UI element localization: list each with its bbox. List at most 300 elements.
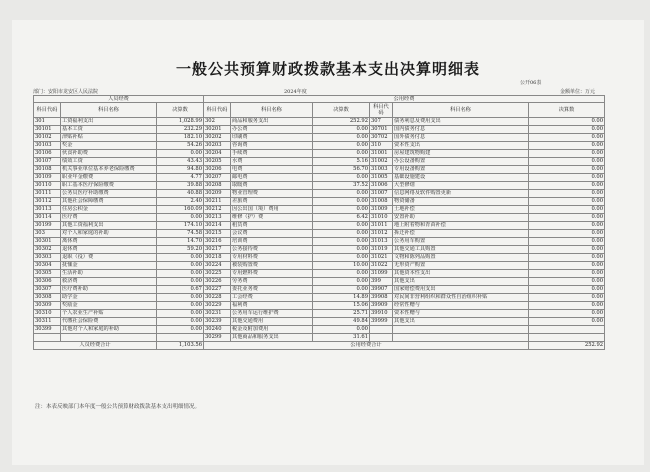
table-row (34, 294, 605, 302)
item-code: 30112 (34, 198, 61, 206)
item-name: 生活补助 (61, 270, 157, 278)
col-amount: 决算数 (529, 103, 605, 118)
item-name: 会议费 (231, 230, 313, 238)
item-name: 水费 (231, 158, 313, 166)
item-name: 工会经费 (231, 294, 313, 302)
personnel-header: 人员经费 (34, 96, 204, 103)
item-amount: 0.00 (529, 206, 605, 214)
item-amount (157, 334, 204, 342)
item-code: 31005 (370, 174, 393, 182)
item-name: 公务用车购置 (393, 238, 529, 246)
item-code: 31001 (370, 150, 393, 158)
item-code: 30302 (34, 246, 61, 254)
item-name: 其他社会保障缴费 (61, 198, 157, 206)
item-amount: 0.00 (529, 190, 605, 198)
col-amount: 决算数 (157, 103, 204, 118)
item-code: 30227 (204, 286, 231, 294)
item-amount: 31.61 (313, 334, 370, 342)
item-code: 30217 (204, 246, 231, 254)
item-amount: 0.00 (529, 150, 605, 158)
item-name (61, 334, 157, 342)
item-code: 30224 (204, 262, 231, 270)
item-amount: 37.52 (313, 182, 370, 190)
item-code: 31012 (370, 230, 393, 238)
item-amount: 25.71 (313, 310, 370, 318)
table-row (34, 254, 605, 262)
item-code: 30205 (204, 158, 231, 166)
table-row (34, 318, 605, 326)
item-code: 30212 (204, 206, 231, 214)
table-row (34, 246, 605, 254)
item-amount: 0.00 (313, 150, 370, 158)
item-name: 专用设备购置 (393, 166, 529, 174)
item-name: 医疗费 (61, 214, 157, 222)
item-name: 其他资本性支出 (393, 270, 529, 278)
fiscal-year: 2024年度 (284, 89, 307, 95)
item-amount: 0.00 (157, 310, 204, 318)
item-name: 安置补助 (393, 214, 529, 222)
item-amount: 0.00 (313, 254, 370, 262)
item-code: 39999 (370, 318, 393, 326)
item-name: 其他工资福利支出 (61, 222, 157, 230)
item-amount: 0.00 (313, 270, 370, 278)
item-code: 30226 (204, 278, 231, 286)
expenditure-table (33, 95, 605, 350)
col-name: 科目名称 (231, 103, 313, 118)
table-row (34, 334, 605, 342)
page-title: 一般公共预算财政拨款基本支出决算明细表 (175, 60, 480, 78)
item-code: 30216 (204, 238, 231, 246)
item-amount: 0.00 (157, 270, 204, 278)
item-name: 住房公积金 (61, 206, 157, 214)
item-code: 307 (370, 118, 393, 126)
item-amount: 0.00 (529, 182, 605, 190)
item-name: 物业管理费 (231, 190, 313, 198)
item-amount: 0.00 (529, 118, 605, 126)
item-amount: 0.00 (313, 246, 370, 254)
item-name: 经常性赠与 (393, 302, 529, 310)
item-name: 信息网络及软件购置更新 (393, 190, 529, 198)
item-code: 39907 (370, 286, 393, 294)
item-amount: 0.00 (313, 190, 370, 198)
form-number: 公开06表 (520, 80, 542, 86)
item-amount (529, 334, 605, 342)
item-amount: 0.00 (529, 238, 605, 246)
item-name: 专用燃料费 (231, 270, 313, 278)
item-amount: 0.00 (157, 302, 204, 310)
item-name: 公务用车运行维护费 (231, 310, 313, 318)
item-name: 差旅费 (231, 198, 313, 206)
table-row (34, 198, 605, 206)
item-amount: 0.00 (529, 318, 605, 326)
item-name: 因公出国（境）费用 (231, 206, 313, 214)
item-amount: 5.16 (313, 158, 370, 166)
item-amount: 0.00 (157, 254, 204, 262)
item-name (393, 334, 529, 342)
item-amount: 0.00 (529, 302, 605, 310)
item-amount: 0.00 (157, 150, 204, 158)
item-amount: 0.00 (529, 126, 605, 134)
table-row (34, 310, 605, 318)
item-code: 30305 (34, 270, 61, 278)
item-amount: 0.67 (157, 286, 204, 294)
item-amount: 6.42 (313, 214, 370, 222)
item-name: 无形资产购置 (393, 262, 529, 270)
item-code: 30228 (204, 294, 231, 302)
item-amount: 49.84 (313, 318, 370, 326)
personnel-total-value: 1,103.56 (157, 342, 204, 350)
item-name: 对民间非营利组织和群众性自治组织补贴 (393, 294, 529, 302)
item-amount: 0.00 (313, 206, 370, 214)
item-amount: 0.00 (529, 158, 605, 166)
item-name: 退职（役）费 (61, 254, 157, 262)
item-name: 专用材料费 (231, 254, 313, 262)
item-name: 公务员医疗补助缴费 (61, 190, 157, 198)
item-code: 30214 (204, 222, 231, 230)
item-code: 30109 (34, 174, 61, 182)
item-name: 奖励金 (61, 302, 157, 310)
item-code: 30209 (204, 190, 231, 198)
item-name: 电费 (231, 166, 313, 174)
item-amount: 0.00 (529, 222, 605, 230)
item-code: 30202 (204, 134, 231, 142)
item-amount: 40.88 (157, 190, 204, 198)
col-name: 科目名称 (393, 103, 529, 118)
item-code: 31099 (370, 270, 393, 278)
item-amount: 74.58 (157, 230, 204, 238)
item-code: 30203 (204, 142, 231, 150)
item-code: 30113 (34, 206, 61, 214)
item-code: 30211 (204, 198, 231, 206)
item-name: 伙食补助费 (61, 150, 157, 158)
item-code: 30101 (34, 126, 61, 134)
col-code: 科目代码 (34, 103, 61, 118)
item-code: 30399 (34, 326, 61, 334)
item-code: 30310 (34, 310, 61, 318)
item-name: 其他支出 (393, 278, 529, 286)
item-code: 301 (34, 118, 61, 126)
item-amount: 0.00 (313, 238, 370, 246)
currency-unit: 金额单位：万元 (560, 89, 596, 95)
item-code: 30108 (34, 166, 61, 174)
table-row (34, 270, 605, 278)
item-name (393, 326, 529, 334)
item-name: 基本工资 (61, 126, 157, 134)
item-name: 地上附着物和青苗补偿 (393, 222, 529, 230)
personnel-total-label: 人员经费合计 (34, 342, 157, 350)
item-name: 奖金 (61, 142, 157, 150)
item-code: 30303 (34, 254, 61, 262)
item-amount: 0.00 (529, 310, 605, 318)
item-code: 30301 (34, 238, 61, 246)
item-code: 30701 (370, 126, 393, 134)
item-code: 31002 (370, 158, 393, 166)
item-code: 31021 (370, 254, 393, 262)
item-name: 助学金 (61, 294, 157, 302)
item-code: 30208 (204, 182, 231, 190)
item-name: 救济费 (61, 278, 157, 286)
item-code: 31007 (370, 190, 393, 198)
item-name: 债务利息及费用支出 (393, 118, 529, 126)
item-code: 31013 (370, 238, 393, 246)
item-amount: 232.29 (157, 126, 204, 134)
table-row (34, 150, 605, 158)
public-total-label: 公用经费合计 (204, 342, 529, 350)
item-code: 31019 (370, 246, 393, 254)
item-code: 30308 (34, 294, 61, 302)
item-amount: 0.00 (529, 198, 605, 206)
table-row (34, 214, 605, 222)
item-amount: 59.20 (157, 246, 204, 254)
table-row (34, 302, 605, 310)
item-code: 30309 (34, 302, 61, 310)
item-code: 30204 (204, 150, 231, 158)
table-row (34, 238, 605, 246)
item-code (34, 334, 61, 342)
item-amount: 182.10 (157, 134, 204, 142)
item-code: 302 (204, 118, 231, 126)
item-code: 31008 (370, 198, 393, 206)
item-name: 房屋建筑物购建 (393, 150, 529, 158)
item-name: 商品和服务支出 (231, 118, 313, 126)
item-code: 30111 (34, 190, 61, 198)
item-amount: 15.06 (313, 302, 370, 310)
item-code: 30218 (204, 254, 231, 262)
item-name: 离休费 (61, 238, 157, 246)
item-amount: 0.00 (529, 262, 605, 270)
item-amount: 0.00 (529, 174, 605, 182)
item-code: 30304 (34, 262, 61, 270)
item-amount: 14.70 (157, 238, 204, 246)
item-code: 30306 (34, 278, 61, 286)
item-amount: 0.00 (313, 134, 370, 142)
item-amount: 43.43 (157, 158, 204, 166)
item-amount: 14.89 (313, 294, 370, 302)
item-code: 30114 (34, 214, 61, 222)
item-name: 税金及附加费用 (231, 326, 313, 334)
item-code: 30702 (370, 134, 393, 142)
col-name: 科目名称 (61, 103, 157, 118)
table-row (34, 134, 605, 142)
item-name: 对个人和家庭的补助 (61, 230, 157, 238)
item-code: 31009 (370, 206, 393, 214)
table-row (34, 174, 605, 182)
table-row (34, 326, 605, 334)
item-amount: 0.00 (529, 286, 605, 294)
item-amount: 0.00 (529, 246, 605, 254)
item-code: 30106 (34, 150, 61, 158)
item-name: 被装购置费 (231, 262, 313, 270)
item-amount: 1,028.99 (157, 118, 204, 126)
item-code: 30199 (34, 222, 61, 230)
item-name: 国外债务付息 (393, 134, 529, 142)
table-row (34, 166, 605, 174)
item-name: 邮电费 (231, 174, 313, 182)
item-code: 30239 (204, 318, 231, 326)
item-name: 国内债务付息 (393, 126, 529, 134)
item-code: 30110 (34, 182, 61, 190)
item-name: 其他支出 (393, 318, 529, 326)
item-code (370, 326, 393, 334)
item-amount: 0.00 (529, 230, 605, 238)
item-code: 30206 (204, 166, 231, 174)
item-code: 30201 (204, 126, 231, 134)
item-name: 基础设施建设 (393, 174, 529, 182)
table-row (34, 126, 605, 134)
item-amount: 0.00 (157, 294, 204, 302)
item-amount: 0.00 (313, 326, 370, 334)
item-name: 资本性赠与 (393, 310, 529, 318)
item-name: 医疗费补助 (61, 286, 157, 294)
table-row (34, 206, 605, 214)
item-name: 土地补偿 (393, 206, 529, 214)
item-name: 办公费 (231, 126, 313, 134)
item-code: 30215 (204, 230, 231, 238)
item-amount: 94.80 (157, 166, 204, 174)
item-amount: 0.00 (529, 166, 605, 174)
item-code: 31011 (370, 222, 393, 230)
item-name: 退休费 (61, 246, 157, 254)
item-amount: 0.00 (313, 126, 370, 134)
item-amount: 0.00 (157, 318, 204, 326)
item-name: 其他交通费用 (231, 318, 313, 326)
item-name: 其他商品和服务支出 (231, 334, 313, 342)
item-amount: 54.26 (157, 142, 204, 150)
item-code: 303 (34, 230, 61, 238)
item-amount: 2.40 (157, 198, 204, 206)
item-amount: 174.10 (157, 222, 204, 230)
item-code: 30311 (34, 318, 61, 326)
item-amount: 39.88 (157, 182, 204, 190)
item-name: 津贴补贴 (61, 134, 157, 142)
item-code: 31006 (370, 182, 393, 190)
col-code: 科目代码 (370, 103, 393, 118)
item-name: 文物和陈列品购置 (393, 254, 529, 262)
item-code (370, 334, 393, 342)
item-name: 维修（护）费 (231, 214, 313, 222)
item-name: 机关事业单位基本养老保险缴费 (61, 166, 157, 174)
item-amount: 0.00 (313, 278, 370, 286)
department-label: 部门：安阳市龙安区人民法院 (33, 89, 99, 95)
item-code: 30102 (34, 134, 61, 142)
item-amount: 0.00 (529, 278, 605, 286)
table-row (34, 158, 605, 166)
item-code: 30307 (34, 286, 61, 294)
item-name: 大型修缮 (393, 182, 529, 190)
item-name: 职业年金缴费 (61, 174, 157, 182)
item-amount: 0.00 (313, 286, 370, 294)
item-code: 30107 (34, 158, 61, 166)
item-code: 399 (370, 278, 393, 286)
item-amount: 0.00 (313, 222, 370, 230)
item-code: 30213 (204, 214, 231, 222)
item-amount: 0.00 (529, 214, 605, 222)
item-amount: 0.00 (157, 214, 204, 222)
item-name: 物资储备 (393, 198, 529, 206)
item-amount: 0.00 (157, 278, 204, 286)
item-code: 310 (370, 142, 393, 150)
public-header: 公用经费 (204, 96, 605, 103)
col-code: 科目代码 (204, 103, 231, 118)
item-name: 办公设备购置 (393, 158, 529, 166)
item-amount: 0.00 (529, 142, 605, 150)
item-code: 39910 (370, 310, 393, 318)
table-row (34, 182, 605, 190)
item-amount: 56.70 (313, 166, 370, 174)
item-name: 职工基本医疗保险缴费 (61, 182, 157, 190)
item-amount: 0.00 (529, 254, 605, 262)
table-row (34, 142, 605, 150)
item-name: 绩效工资 (61, 158, 157, 166)
item-code: 30225 (204, 270, 231, 278)
item-code: 30103 (34, 142, 61, 150)
footnote: 注：本表反映部门本年度一般公共预算财政拨款基本支出明细情况。 (35, 404, 201, 410)
table-row (34, 278, 605, 286)
item-name: 培训费 (231, 238, 313, 246)
item-amount (529, 326, 605, 334)
item-code: 31010 (370, 214, 393, 222)
item-amount: 0.00 (313, 142, 370, 150)
item-code: 30229 (204, 302, 231, 310)
item-amount: 0.00 (157, 262, 204, 270)
table-row (34, 286, 605, 294)
item-name: 资本性支出 (393, 142, 529, 150)
item-code: 30207 (204, 174, 231, 182)
item-code: 39909 (370, 302, 393, 310)
table-row (34, 190, 605, 198)
item-amount: 0.00 (529, 270, 605, 278)
item-amount: 4.77 (157, 174, 204, 182)
item-name: 委托业务费 (231, 286, 313, 294)
item-code: 30231 (204, 310, 231, 318)
item-amount: 0.00 (313, 230, 370, 238)
table-row (34, 230, 605, 238)
item-name: 个人农业生产补贴 (61, 310, 157, 318)
item-code: 31022 (370, 262, 393, 270)
item-amount: 10.00 (313, 262, 370, 270)
table-row (34, 222, 605, 230)
item-code: 39908 (370, 294, 393, 302)
col-amount: 决算数 (313, 103, 370, 118)
item-name: 拆迁补偿 (393, 230, 529, 238)
item-amount: 0.00 (157, 326, 204, 334)
item-name: 手续费 (231, 150, 313, 158)
item-name: 其他对个人和家庭的补助 (61, 326, 157, 334)
item-name: 其他交通工具购置 (393, 246, 529, 254)
table-row (34, 118, 605, 126)
item-name: 取暖费 (231, 182, 313, 190)
item-name: 劳务费 (231, 278, 313, 286)
item-code: 30240 (204, 326, 231, 334)
item-name: 咨询费 (231, 142, 313, 150)
item-name: 国家赔偿费用支出 (393, 286, 529, 294)
item-name: 抚恤金 (61, 262, 157, 270)
item-name: 租赁费 (231, 222, 313, 230)
item-name: 代缴社会保险费 (61, 318, 157, 326)
item-name: 印刷费 (231, 134, 313, 142)
item-amount: 0.00 (313, 198, 370, 206)
public-total-value: 252.92 (529, 342, 605, 350)
item-code: 30299 (204, 334, 231, 342)
item-amount: 0.00 (529, 134, 605, 142)
item-name: 福利费 (231, 302, 313, 310)
item-amount: 0.00 (313, 174, 370, 182)
item-code: 31003 (370, 166, 393, 174)
table-row (34, 262, 605, 270)
item-name: 工资福利支出 (61, 118, 157, 126)
item-amount: 160.09 (157, 206, 204, 214)
item-amount: 0.00 (529, 294, 605, 302)
